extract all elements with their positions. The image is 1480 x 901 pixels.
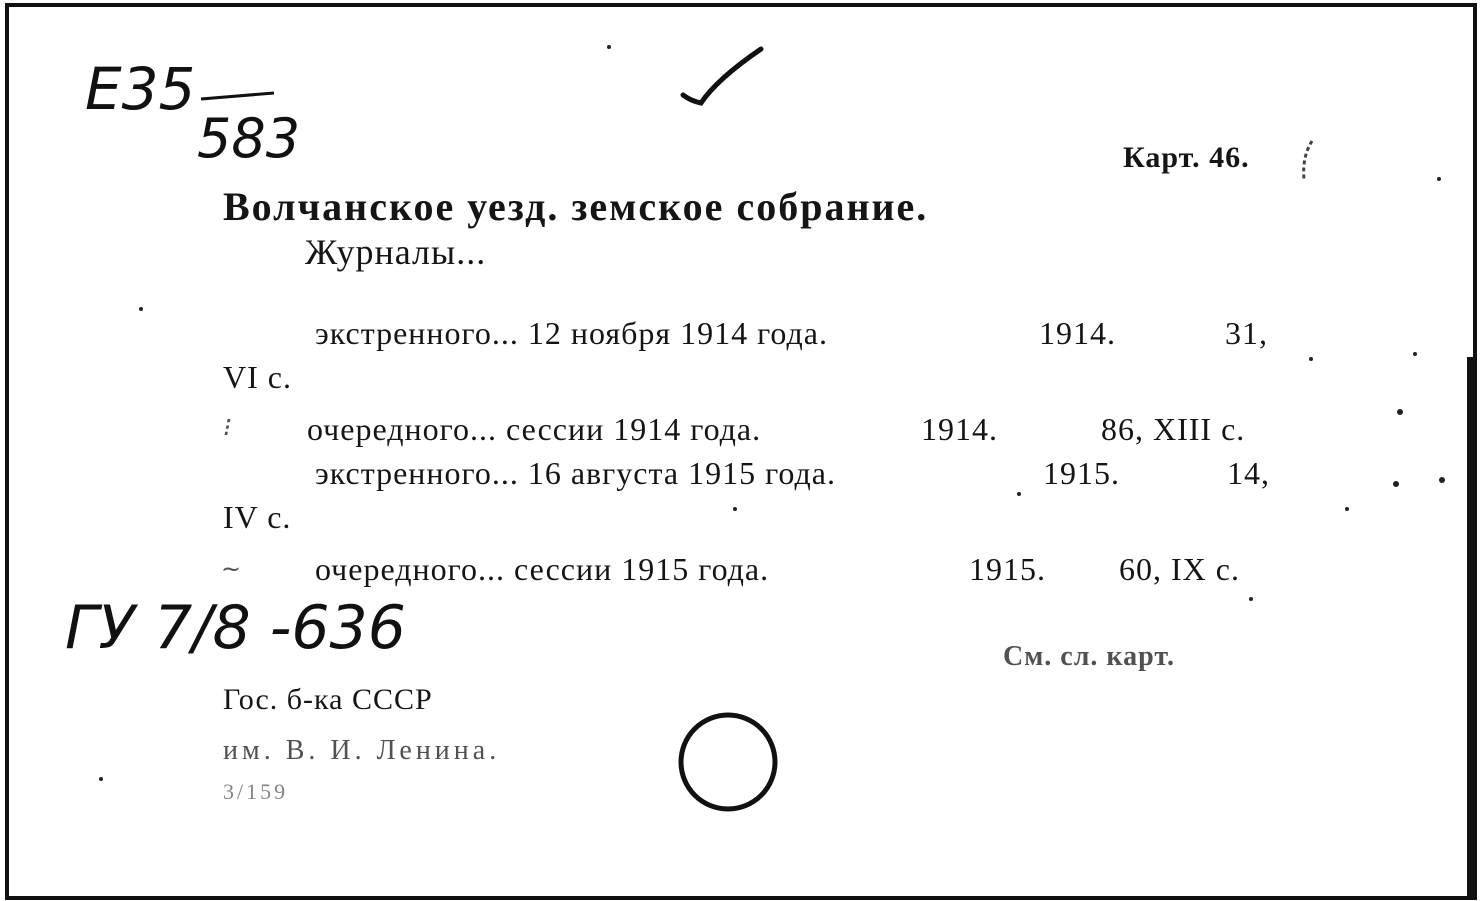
entry-1-text: экстренного... 12 ноября 1914 года. <box>315 315 828 351</box>
handwritten-tick-icon <box>1294 137 1324 187</box>
noise-speck <box>733 507 737 511</box>
noise-speck <box>1397 409 1403 415</box>
entry-2-year: 1914. <box>921 411 998 447</box>
noise-speck <box>1437 177 1441 181</box>
noise-speck <box>607 45 611 49</box>
entry-1-continuation: VI с. <box>223 359 292 395</box>
handwritten-underline <box>199 87 279 107</box>
card-number: Карт. 46. <box>1123 141 1250 174</box>
entry-2-text: очередного... сессии 1914 года. <box>307 411 762 447</box>
noise-speck <box>1413 352 1417 356</box>
card-edge-shadow <box>1467 357 1473 897</box>
entry-4-handwritten-prefix-icon: ~ <box>221 555 242 583</box>
entry-4-pages: 60, IX с. <box>1119 551 1240 587</box>
entry-4-year: 1915. <box>969 551 1046 587</box>
entry-3-year: 1915. <box>1043 455 1120 491</box>
entry-3-text: экстренного... 16 августа 1915 года. <box>315 455 836 491</box>
entry-1-pages: 31, <box>1225 315 1268 351</box>
entry-1-year: 1914. <box>1039 315 1116 351</box>
library-line-3: 3/159 <box>223 779 289 804</box>
noise-speck <box>139 307 143 311</box>
noise-speck <box>1249 597 1253 601</box>
punch-hole-circle <box>673 707 783 817</box>
check-mark-icon <box>677 45 767 115</box>
card-title: Волчанское уезд. земское собрание. <box>223 184 929 229</box>
library-line-1: Гос. б-ка СССР <box>223 683 433 716</box>
noise-speck <box>1309 357 1313 361</box>
noise-speck <box>1393 481 1399 487</box>
noise-speck <box>1345 507 1349 511</box>
entry-4-text: очередного... сессии 1915 года. <box>315 551 770 587</box>
entry-3-pages: 14, <box>1227 455 1270 491</box>
library-line-2: им. В. И. Ленина. <box>223 735 501 766</box>
handwritten-shelfmark-top: E35 <box>85 55 196 123</box>
noise-speck <box>99 777 103 781</box>
noise-speck <box>1017 492 1021 496</box>
catalog-card <box>5 3 1477 900</box>
see-next-card: См. сл. карт. <box>1003 641 1175 672</box>
noise-speck <box>1439 477 1445 483</box>
entry-3-continuation: IV с. <box>223 499 292 535</box>
handwritten-shelfmark-bottom: ГУ 7/8 -636 <box>65 593 406 663</box>
handwritten-shelfmark-sub: 583 <box>197 107 301 170</box>
entry-2-handwritten-prefix-icon: ⁝ <box>223 413 232 443</box>
card-subtitle: Журналы... <box>305 232 487 272</box>
entry-2-pages: 86, XIII с. <box>1101 411 1246 447</box>
